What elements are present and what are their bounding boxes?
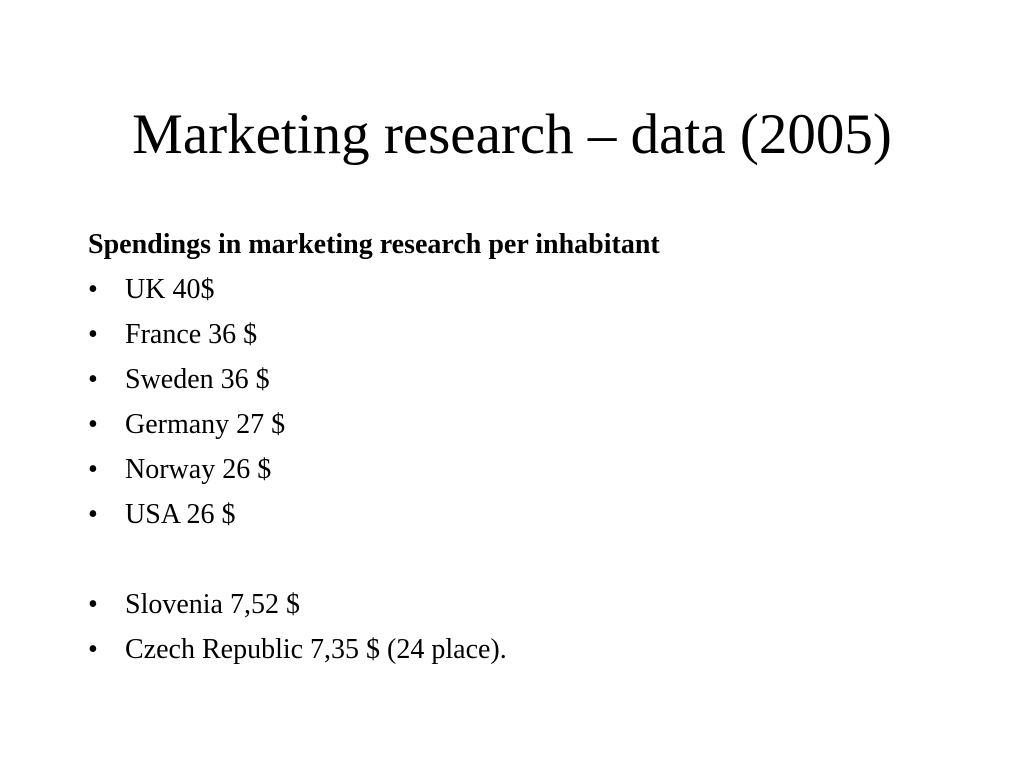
bullet-dot-icon: • [88, 499, 98, 530]
bullet-item-text: Czech Republic 7,35 $ (24 place). [125, 634, 507, 665]
bullet-dot-icon: • [88, 274, 98, 305]
bullet-item-text: Slovenia 7,52 $ [125, 589, 300, 620]
bullet-item-text: USA 26 $ [125, 499, 236, 530]
slide-title: Marketing research – data (2005) [132, 103, 892, 166]
bullet-item-czech-republic [88, 627, 988, 672]
bullet-dot-icon: • [88, 409, 98, 440]
list-spacer [88, 537, 988, 582]
bullet-list-top-spenders [88, 267, 988, 672]
bullet-dot-icon: • [88, 319, 98, 350]
bullet-item-slovenia [88, 582, 988, 627]
bullet-dot-icon: • [88, 634, 98, 665]
slide-subheading: Spendings in marketing research per inhabitant [88, 229, 660, 260]
bullet-item-text: UK 40$ [125, 274, 215, 305]
bullet-item-sweden [88, 357, 988, 402]
bullet-dot-icon: • [88, 454, 98, 485]
bullet-item-uk [88, 267, 988, 312]
bullet-dot-icon: • [88, 364, 98, 395]
bullet-item-usa [88, 492, 988, 537]
slide-body [88, 222, 988, 672]
bullet-dot-icon: • [88, 589, 98, 620]
bullet-item-germany [88, 402, 988, 447]
bullet-item-norway [88, 447, 988, 492]
bullet-item-france [88, 312, 988, 357]
bullet-item-text: Sweden 36 $ [125, 364, 270, 395]
bullet-item-text: Germany 27 $ [125, 409, 286, 440]
bullet-item-text: Norway 26 $ [125, 454, 272, 485]
bullet-item-text: France 36 $ [125, 319, 258, 350]
